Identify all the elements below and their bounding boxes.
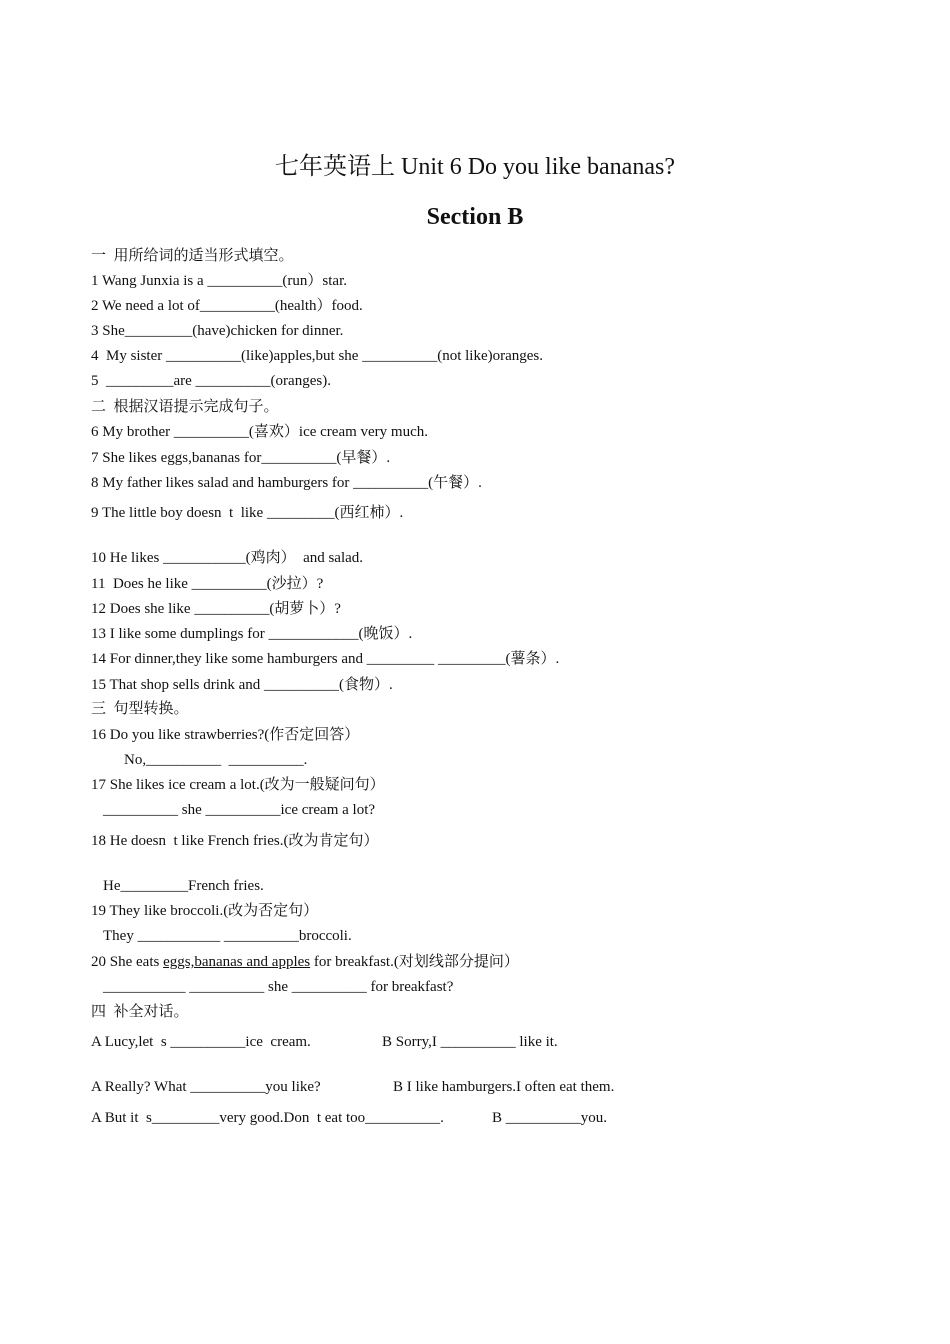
question-20	[91, 952, 519, 972]
answer-line-17: __________ she __________ice cream a lot?	[103, 802, 376, 818]
question-5: 5 _________are __________(oranges).	[91, 373, 331, 389]
dialogue-line-2-a: A Really? What __________you like?	[91, 1079, 321, 1095]
question-7: 7 She likes eggs,bananas for__________(早餐）.	[91, 450, 391, 466]
question-19: 19 They like broccoli.(改为否定句）	[91, 903, 319, 919]
question-11: 11 Does he like __________(沙拉）?	[91, 576, 324, 592]
dialogue-line-1-b: B Sorry,I __________ like it.	[382, 1034, 558, 1050]
answer-line-16: No,__________ __________.	[124, 752, 308, 768]
heading-part-one: 一 用所给词的适当形式填空。	[91, 248, 294, 264]
dialogue-line-3-a: A But it s_________very good.Don t eat too__________.	[91, 1110, 444, 1126]
question-3: 3 She_________(have)chicken for dinner.	[91, 323, 344, 339]
question-8: 8 My father likes salad and hamburgers for __________(午餐）.	[91, 475, 482, 491]
question-17: 17 She likes ice cream a lot.(改为一般疑问句）	[91, 777, 385, 793]
question-16: 16 Do you like strawberries?(作否定回答）	[91, 727, 360, 743]
dialogue-line-2-b: B I like hamburgers.I often eat them.	[393, 1079, 615, 1095]
question-12: 12 Does she like __________(胡萝卜）?	[91, 601, 341, 617]
question-20-underlined-part: eggs,bananas and apples	[163, 954, 311, 970]
question-20-start: 20 She eats	[91, 954, 164, 970]
heading-part-four: 四 补全对话。	[91, 1004, 189, 1020]
question-20-end: for breakfast.(对划线部分提问）	[310, 954, 519, 970]
question-6: 6 My brother __________(喜欢）ice cream very much.	[91, 424, 428, 440]
question-15: 15 That shop sells drink and __________(食物）.	[91, 677, 393, 693]
heading-part-three: 三 句型转换。	[91, 701, 189, 717]
question-4: 4 My sister __________(like)apples,but she __________(not like)oranges.	[91, 348, 544, 364]
question-1: 1 Wang Junxia is a __________(run）star.	[91, 273, 347, 289]
question-18: 18 He doesn t like French fries.(改为肯定句）	[91, 833, 379, 849]
question-9: 9 The little boy doesn t like _________(西红柿）.	[91, 505, 404, 521]
worksheet-title: 七年英语上 Unit 6 Do you like bananas?	[275, 154, 675, 180]
question-2: 2 We need a lot of__________(health）food.	[91, 298, 363, 314]
question-10: 10 He likes ___________(鸡肉） and salad.	[91, 550, 364, 566]
answer-line-19: They ___________ __________broccoli.	[103, 928, 352, 944]
answer-line-20: ___________ __________ she __________ for breakfast?	[103, 979, 454, 995]
question-14: 14 For dinner,they like some hamburgers and _________ _________(薯条）.	[91, 651, 560, 667]
question-13: 13 I like some dumplings for ____________(晚饭）.	[91, 626, 413, 642]
answer-line-18: He_________French fries.	[103, 878, 264, 894]
section-heading: Section B	[426, 204, 524, 230]
dialogue-line-1-a: A Lucy,let s __________ice cream.	[91, 1034, 311, 1050]
heading-part-two: 二 根据汉语提示完成句子。	[91, 399, 279, 415]
dialogue-line-3-b: B __________you.	[492, 1110, 608, 1126]
